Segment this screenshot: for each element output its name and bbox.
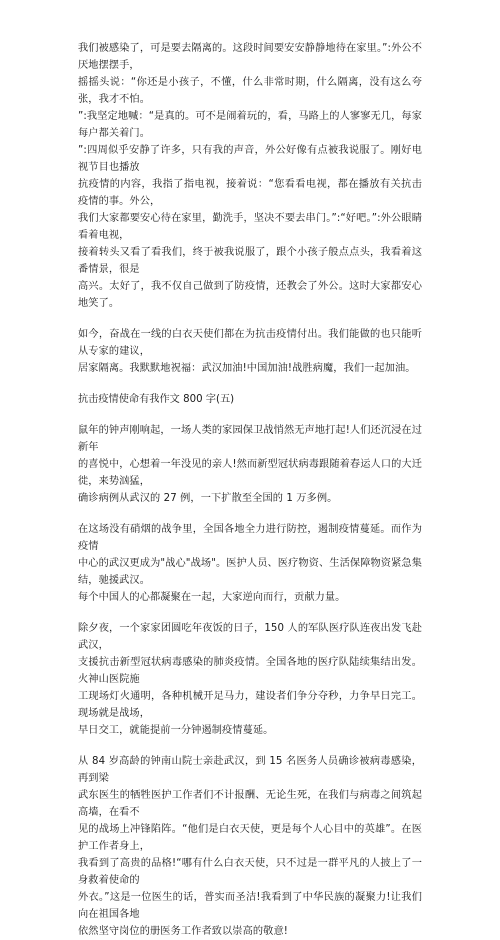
section-title: 抗击疫情使命有我作文 800 字(五): [78, 394, 235, 405]
paragraph-2: 如今，奋战在一线的白衣天使们都在为抗击疫情付出。我们能做的也只能听从专家的建议， 居家隔离。我默默地祝福：武汉加油!中国加油!战胜病魔，我们一起加油。: [78, 329, 422, 374]
paragraph-1: 我们被感染了，可是要去隔离的。这段时间要安安静静地待在家里。”:外公不厌地摆摆手， 摇摇头说：“你还是小孩子，不懂，什么非常时期，什么隔离，没有这么夸张，我才不怕。 ”:我坚定地喊：“是真的。可不是闹着玩的，看，马路上的人寥寥无几，每家每户都关着门。 ”:四周似乎安静了许多，只有我的声音，外公好像有点被我说服了。刚好电视节目也播放 抗疫情的内容，我指了指电视，接着说：“您看看电视，都在播放有关抗击疫情的事。外公， 我们大家都要安心待在家里，勤洗手，坚决不要去串门。”:“好吧。”:外公眼睛看着电视， 接着转头又看了看我们，终于被我说服了，跟个小孩子般点点头，我看着这番情景，很是 高兴。太好了，我不仅自己做到了防疫情，还教会了外公。这时大家都安心地笑了。: [78, 43, 422, 309]
paragraph-5: 除夕夜，一个家家团圆吃年夜饭的日子，150 人的军队医疗队连夜出发飞赴武汉， 支援抗击新型冠状病毒感染的肺炎疫情。全国各地的医疗队陆续集结出发。火神山医院施 工现场灯火通明，各种机械开足马力，建设者们争分夺秒，力争早日完工。现场就是战场， 早日交工，就能提前一分钟遏制疫情蔓延。: [78, 623, 422, 736]
paragraph-4: 在这场没有硝烟的战争里，全国各地全力进行防控，遏制疫情蔓延。而作为疫情 中心的武汉更成为"战心"战场"。医护人员、医疗物资、生活保障物资紧急集结，驰援武汉。 每个中国人的心都凝聚在一起，大家逆向而行，贡献力量。: [78, 524, 422, 603]
paragraph-6: 从 84 岁高龄的钟南山院士亲赴武汉，到 15 名医务人员确诊被病毒感染，再到梁 武东医生的牺牲医护工作者们不计报酬、无论生死，在我们与病毒之间筑起高墙，在看不 见的战场上冲锋陷阵。“他们是白衣天使，更是每个人心目中的英雄”。在医护工作者身上， 我看到了高贵的品格!“哪有什么白衣天使，只不过是一群平凡的人披上了一身救着使命的 外衣。”这是一位医生的话，普实而圣洁!我看到了中华民族的凝聚力!让我们向在祖国各地 依然坚守岗位的册医务工作者致以崇高的敬意!: [78, 756, 422, 937]
paragraph-3: 鼠年的钟声刚响起，一场人类的家园保卫战悄然无声地打起!人们还沉浸在过新年 的喜悦中，心想着一年没见的亲人!然而新型冠状病毒跟随着春运人口的大迁徙，来势汹猛， 确诊病例从武汉的 27 例，一下扩散至全国的 1 万多例。: [78, 425, 422, 504]
